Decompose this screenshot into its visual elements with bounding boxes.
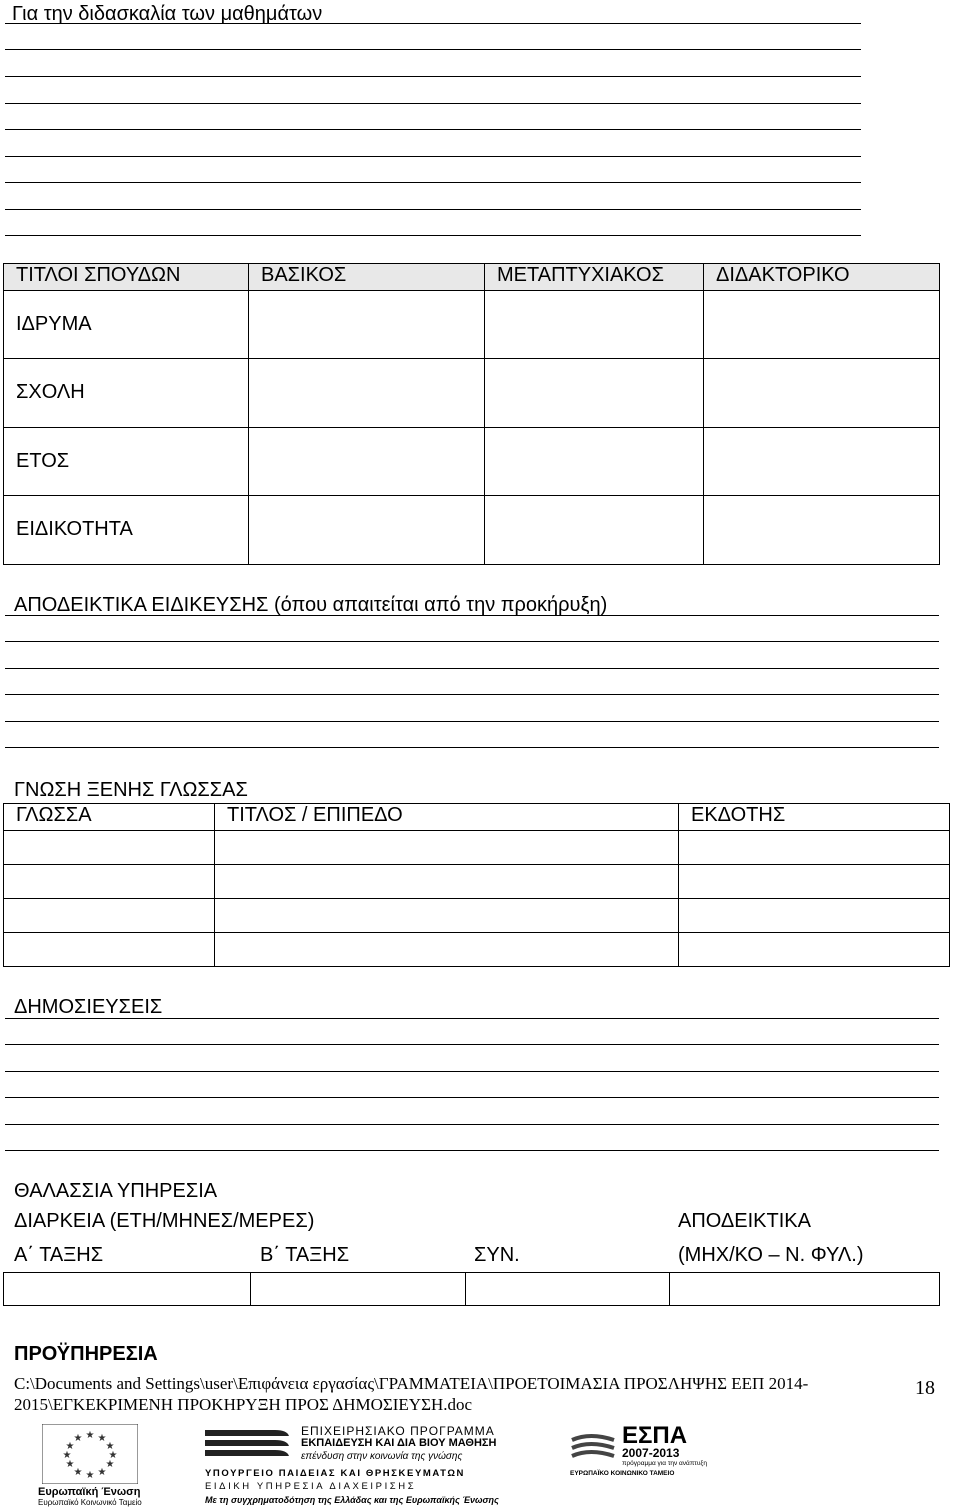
svg-text:★: ★ (65, 1459, 75, 1470)
table-row (4, 496, 940, 565)
fill-line (5, 1150, 939, 1151)
fill-line (5, 694, 939, 695)
fill-line (5, 49, 861, 50)
fill-line (5, 1044, 939, 1045)
svg-text:★: ★ (97, 1467, 107, 1478)
page-title: Για την διδασκαλία των μαθημάτων (12, 3, 323, 25)
input-cell[interactable] (249, 359, 485, 428)
table-row (4, 865, 950, 899)
input-cell[interactable] (4, 865, 215, 899)
file-path-line1: C:\Documents and Settings\user\Επιφάνεια εργασίας\ΓΡΑΜΜΑΤΕΙΑ\ΠΡΟΕΤΟΙΜΑΣΙΑ ΠΡΟΣΛΗΨΗΣ ΕΕΠ 2014- (14, 1374, 809, 1393)
fill-line (5, 103, 861, 104)
svg-text:★: ★ (65, 1441, 75, 1452)
input-cell[interactable] (485, 496, 704, 565)
fill-line (5, 721, 939, 722)
table-row (4, 1273, 940, 1306)
fill-line (5, 23, 861, 24)
ministry-name: ΥΠΟΥΡΓΕΙΟ ΠΑΙΔΕΙΑΣ ΚΑΙ ΘΡΗΣΚΕΥΜΑΤΩΝ (205, 1468, 465, 1479)
input-cell[interactable] (215, 933, 679, 967)
fill-line (5, 641, 939, 642)
svg-text:★: ★ (85, 1470, 95, 1481)
table-row (4, 428, 940, 496)
input-cell[interactable] (251, 1273, 466, 1306)
input-cell[interactable] (485, 428, 704, 496)
input-cell[interactable] (249, 291, 485, 359)
eu-flag-icon (42, 1424, 138, 1484)
header-cell: ΤΙΤΛΟΙ ΣΠΟΥΔΩΝ (4, 264, 249, 291)
register-label: (ΜΗΧ/ΚΟ – Ν. ΦΥΛ.) (678, 1244, 864, 1266)
row-label: ΕΤΟΣ (4, 428, 249, 496)
row-label: ΙΔΡΥΜΑ (4, 291, 249, 359)
languages-table (3, 803, 950, 967)
op-line3: επένδυση στην κοινωνία της γνώσης (301, 1451, 463, 1462)
input-cell[interactable] (215, 831, 679, 865)
eu-name: Ευρωπαϊκή Ένωση (38, 1486, 141, 1498)
table-row (4, 899, 950, 933)
eu-fund: Ευρωπαϊκό Κοινωνικό Ταμείο (38, 1498, 142, 1507)
input-cell[interactable] (679, 899, 950, 933)
input-cell[interactable] (4, 831, 215, 865)
input-cell[interactable] (215, 865, 679, 899)
fill-line (5, 1124, 939, 1125)
input-cell[interactable] (679, 831, 950, 865)
specialization-title: ΑΠΟΔΕΙΚΤΙΚΑ ΕΙΔΙΚΕΥΣΗΣ (όπου απαιτείται από την προκήρυξη) (14, 594, 608, 616)
previous-service-title: ΠΡΟΫΠΗΡΕΣΙΑ (14, 1343, 158, 1365)
header-cell: ΒΑΣΙΚΟΣ (249, 264, 485, 291)
svg-text:★: ★ (62, 1450, 72, 1461)
svg-text:★: ★ (108, 1450, 118, 1461)
input-cell[interactable] (485, 359, 704, 428)
svg-text:★: ★ (105, 1441, 115, 1452)
special-service-name: ΕΙΔΙΚΗ ΥΠΗΡΕΣΙΑ ΔΙΑΧΕΙΡΙΣΗΣ (205, 1481, 417, 1492)
input-cell[interactable] (466, 1273, 670, 1306)
sea-service-title: ΘΑΛΑΣΣΙΑ ΥΠΗΡΕΣΙΑ (14, 1180, 218, 1202)
input-cell[interactable] (704, 291, 940, 359)
op-line2: ΕΚΠΑΙΔΕΥΣΗ ΚΑΙ ΔΙΑ ΒΙΟΥ ΜΑΘΗΣΗ (301, 1437, 497, 1449)
input-cell[interactable] (249, 428, 485, 496)
header-cell: ΜΕΤΑΠΤΥΧΙΑΚΟΣ (485, 264, 704, 291)
svg-text:★: ★ (97, 1433, 107, 1444)
svg-text:★: ★ (73, 1433, 83, 1444)
input-cell[interactable] (215, 899, 679, 933)
header-cell: ΓΛΩΣΣΑ (4, 804, 215, 831)
op-education-logo (205, 1424, 570, 1506)
table-row (4, 933, 950, 967)
fill-line (5, 615, 939, 616)
cofinance-text: Με τη συγχρηματοδότηση της Ελλάδας και της Ευρωπαϊκής Ένωσης (205, 1495, 499, 1505)
header-cell: ΕΚΔΟΤΗΣ (679, 804, 950, 831)
espa-swirl-icon (570, 1432, 616, 1462)
languages-title: ΓΝΩΣΗ ΞΕΝΗΣ ΓΛΩΣΣΑΣ (14, 779, 248, 801)
table-header-row (4, 264, 940, 291)
studies-table (3, 263, 940, 565)
input-cell[interactable] (679, 933, 950, 967)
input-cell[interactable] (704, 428, 940, 496)
page-number: 18 (915, 1377, 935, 1399)
table-row (4, 359, 940, 428)
fill-line (5, 1071, 939, 1072)
sea-service-table (3, 1272, 940, 1306)
table-row (4, 831, 950, 865)
fill-line (5, 668, 939, 669)
certificates-label: ΑΠΟΔΕΙΚΤΙΚΑ (678, 1210, 811, 1232)
svg-text:★: ★ (85, 1430, 95, 1441)
table-header-row (4, 804, 950, 831)
input-cell[interactable] (249, 496, 485, 565)
espa-years: 2007-2013 (622, 1446, 680, 1460)
espa-fund: ΕΥΡΩΠΑΪΚΟ ΚΟΙΝΩΝΙΚΟ ΤΑΜΕΙΟ (570, 1470, 675, 1477)
row-label: ΣΧΟΛΗ (4, 359, 249, 428)
svg-text:★: ★ (105, 1459, 115, 1470)
fill-line (5, 1097, 939, 1098)
table-row (4, 291, 940, 359)
file-path-line2: 2015\ΕΓΚΕΚΡΙΜΕΝΗ ΠΡΟΚΗΡΥΞΗ ΠΡΟΣ ΔΗΜΟΣΙΕΥΣΗ.doc (14, 1395, 473, 1414)
fill-line (5, 1018, 939, 1019)
header-cell: ΔΙΔΑΚΤΟΡΙΚΟ (704, 264, 940, 291)
input-cell[interactable] (679, 865, 950, 899)
fill-line (5, 235, 861, 236)
class-b-label: Β΄ ΤΑΞΗΣ (260, 1244, 350, 1266)
header-cell: ΤΙΤΛΟΣ / ΕΠΙΠΕΔΟ (215, 804, 679, 831)
class-a-label: Α΄ ΤΑΞΗΣ (14, 1244, 104, 1266)
fill-line (5, 129, 861, 130)
op-line1: ΕΠΙΧΕΙΡΗΣΙΑΚΟ ΠΡΟΓΡΑΜΜΑ (301, 1424, 495, 1438)
row-label: ΕΙΔΙΚΟΤΗΤΑ (4, 496, 249, 565)
svg-text:★: ★ (73, 1467, 83, 1478)
fill-line (5, 182, 861, 183)
espa-logo (570, 1424, 720, 1484)
input-cell[interactable] (4, 1273, 251, 1306)
fill-line (5, 76, 861, 77)
espa-title: ΕΣΠΑ (622, 1422, 688, 1449)
input-cell[interactable] (704, 496, 940, 565)
input-cell[interactable] (485, 291, 704, 359)
publications-title: ΔΗΜΟΣΙΕΥΣΕΙΣ (14, 996, 163, 1018)
input-cell[interactable] (670, 1273, 940, 1306)
espa-slogan: πρόγραμμα για την ανάπτυξη (622, 1460, 707, 1467)
fill-line (5, 747, 939, 748)
fill-line (5, 156, 861, 157)
fill-line (5, 209, 861, 210)
eu-logo (38, 1424, 180, 1506)
op-wave-icon (205, 1426, 293, 1464)
input-cell[interactable] (4, 933, 215, 967)
total-label: ΣΥΝ. (474, 1244, 520, 1266)
duration-label: ΔΙΑΡΚΕΙΑ (ΕΤΗ/ΜΗΝΕΣ/ΜΕΡΕΣ) (14, 1210, 315, 1232)
input-cell[interactable] (704, 359, 940, 428)
input-cell[interactable] (4, 899, 215, 933)
